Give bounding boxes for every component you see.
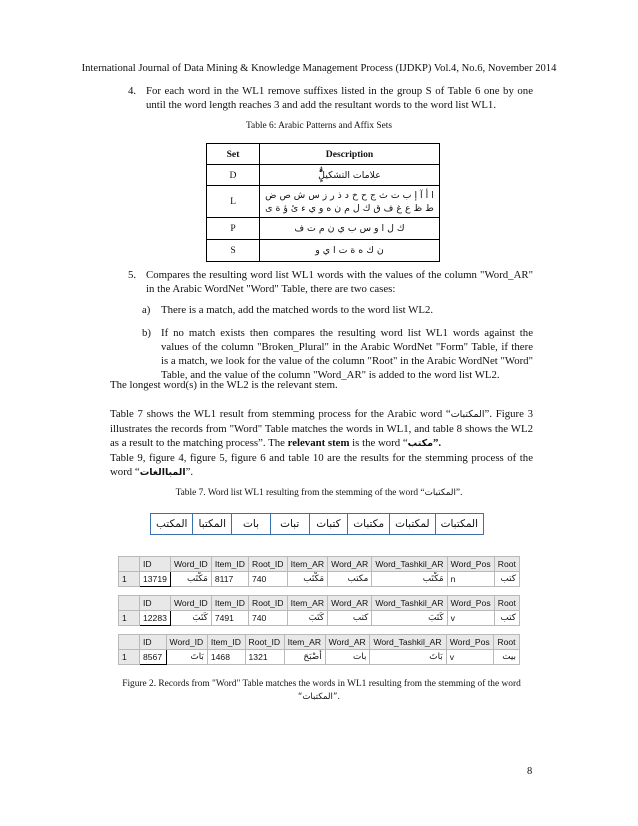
col-header-item-ar[interactable]: Item_AR: [287, 557, 328, 572]
cell-word-pos[interactable]: v: [447, 611, 494, 626]
row-number: 1: [119, 611, 140, 626]
wordlist-cell: مكتبات: [347, 514, 389, 534]
wordlist-cell: المكتبا: [192, 514, 231, 534]
col-header-word-pos[interactable]: Word_Pos: [446, 635, 494, 650]
col-header-word-ar[interactable]: Word_AR: [328, 557, 372, 572]
table6-header-set: Set: [207, 144, 260, 165]
paragraph-table7: [110, 407, 533, 451]
paragraph-text: ”.: [185, 466, 194, 478]
cell-item-id[interactable]: 8117: [211, 572, 248, 587]
arabic-word: المباالغات: [139, 467, 186, 478]
table6-row: [207, 218, 440, 240]
table6-set-cell: D: [207, 165, 260, 186]
arabic-word: المكتبات: [450, 409, 485, 420]
cell-word-id[interactable]: مَكْتَب: [170, 572, 211, 587]
row-number: 1: [119, 572, 140, 587]
col-header-id[interactable]: ID: [140, 635, 167, 650]
col-header-item-id[interactable]: Item_ID: [207, 635, 245, 650]
col-header-word-ar[interactable]: Word_AR: [325, 635, 370, 650]
cell-word-tashkil-ar[interactable]: مَكْتَب: [372, 572, 447, 587]
table-row[interactable]: [119, 611, 520, 626]
wordlist-cell: كتبات: [309, 514, 348, 534]
running-header: International Journal of Data Mining & Knowledge Management Process (IJDKP) Vol.4, No.6, November 2014: [81, 63, 557, 74]
paragraph-table9: [110, 451, 533, 480]
col-header-root-id[interactable]: Root_ID: [245, 635, 284, 650]
col-header-item-ar[interactable]: Item_AR: [284, 635, 325, 650]
step5a-label: a): [142, 304, 151, 316]
cell-id[interactable]: 12283: [140, 611, 171, 626]
cell-word-tashkil-ar[interactable]: كَتَبَ: [372, 611, 447, 626]
table7-wordlist: [150, 513, 484, 535]
cell-root[interactable]: كتب: [494, 611, 519, 626]
table-row[interactable]: [119, 650, 520, 665]
wordlist-cell: بات: [231, 514, 270, 534]
cell-root-id[interactable]: 1321: [245, 650, 284, 665]
records-grid-2: [118, 595, 520, 626]
cell-id[interactable]: 8567: [140, 650, 167, 665]
col-header-word-pos[interactable]: Word_Pos: [447, 596, 494, 611]
table6-desc-cell: علامات التشكيلٌٍَُِّْ: [260, 165, 440, 186]
figure2-caption-word: “المكتبات”.: [297, 692, 341, 702]
records-grid-3: [118, 634, 520, 665]
grid-header-row: [119, 596, 520, 611]
col-header-item-ar[interactable]: Item_AR: [287, 596, 328, 611]
wordlist-row: [150, 513, 484, 535]
step5-text: Compares the resulting word list WL1 words with the values of the column "Word_AR" in the Arabic WordNet "Word" Table, there are two cases:: [146, 269, 533, 295]
table6-row: [207, 240, 440, 262]
cell-item-id[interactable]: 1468: [207, 650, 245, 665]
table-row[interactable]: [119, 572, 520, 587]
col-header-word-pos[interactable]: Word_Pos: [447, 557, 494, 572]
cell-root[interactable]: كتب: [494, 572, 519, 587]
row-number-header: [119, 596, 140, 611]
step5b-text: If no match exists then compares the resulting word list WL1 words against the values of the column "Broken_Plural" in the Arabic WordNet "Form" Table, if there is a match, we look for the value of the column "Root" in the Arabic WordNet "Word" Table, and the value of the column "Word_AR" is added to the word list WL2.: [161, 327, 533, 381]
col-header-root-id[interactable]: Root_ID: [248, 596, 287, 611]
wordlist-cell: المكتبات: [435, 514, 483, 534]
paragraph-text: Table 9, figure 4, figure 5, figure 6 and table 10 are the results for the stemming process of the word “: [110, 452, 533, 478]
col-header-item-id[interactable]: Item_ID: [211, 596, 248, 611]
col-header-word-id[interactable]: Word_ID: [170, 596, 211, 611]
page-number: 8: [527, 766, 533, 777]
col-header-id[interactable]: ID: [140, 557, 171, 572]
table6-set-cell: P: [207, 218, 260, 240]
col-header-root[interactable]: Root: [494, 557, 519, 572]
cell-item-ar[interactable]: كَتَبَ: [287, 611, 328, 626]
wordlist-cell: لمكتبات: [389, 514, 435, 534]
records-grid-1: [118, 556, 520, 587]
cell-root-id[interactable]: 740: [248, 611, 287, 626]
table6-desc-cell: ك ل ا و س ب ي ن م ت ف: [260, 218, 440, 240]
table7-caption: [0, 488, 638, 498]
arabic-word: المكتبات: [424, 488, 456, 498]
table6-header-row: [207, 144, 440, 165]
cell-item-ar[interactable]: أَصْبَحَ: [284, 650, 325, 665]
caption-text: Table 7. Word list WL1 resulting from the stemming of the word “: [175, 488, 425, 498]
arabic-stem: مكتب: [407, 438, 433, 449]
step5-number: 5.: [128, 269, 137, 281]
col-header-word-tashkil-ar[interactable]: Word_Tashkil_AR: [370, 635, 446, 650]
col-header-root[interactable]: Root: [494, 635, 520, 650]
step4-text: For each word in the WL1 remove suffixes listed in the group S of Table 6 one by one until the word length reaches 3 and add the resultant words to the word list WL1.: [146, 85, 533, 111]
cell-word-ar[interactable]: مكتب: [328, 572, 372, 587]
cell-word-pos[interactable]: n: [447, 572, 494, 587]
table6-row: [207, 165, 440, 186]
row-number-header: [119, 635, 140, 650]
row-number: 1: [119, 650, 140, 665]
step5a-text: There is a match, add the matched words to the word list WL2.: [161, 304, 434, 316]
paragraph-text: ”.: [433, 437, 442, 449]
step4-number: 4.: [128, 85, 137, 97]
cell-word-pos[interactable]: v: [446, 650, 494, 665]
table6-set-cell: S: [207, 240, 260, 262]
cell-word-id[interactable]: كَتَبَ: [170, 611, 211, 626]
col-header-word-ar[interactable]: Word_AR: [328, 596, 372, 611]
col-header-word-tashkil-ar[interactable]: Word_Tashkil_AR: [372, 596, 447, 611]
cell-item-id[interactable]: 7491: [211, 611, 248, 626]
grid-header-row: [119, 635, 520, 650]
col-header-item-id[interactable]: Item_ID: [211, 557, 248, 572]
paragraph-longest-word: The longest word(s) in the WL2 is the relevant stem.: [110, 379, 338, 391]
col-header-word-tashkil-ar[interactable]: Word_Tashkil_AR: [372, 557, 447, 572]
cell-word-id[interactable]: بَاتَ: [166, 650, 207, 665]
table6-caption: Table 6: Arabic Patterns and Affix Sets: [245, 121, 392, 131]
paragraph-text: Table 7 shows the WL1 result from stemming process for the Arabic word “: [110, 408, 451, 420]
figure2-caption: Figure 2. Records from "Word" Table matches the words in WL1 resulting from the stemming of the word: [122, 679, 521, 689]
cell-item-ar[interactable]: مَكْتَب: [287, 572, 328, 587]
cell-id[interactable]: 13719: [140, 572, 171, 587]
table6-set-cell: L: [207, 186, 260, 218]
grid-header-row: [119, 557, 520, 572]
col-header-word-id[interactable]: Word_ID: [170, 557, 211, 572]
bold-term: relevant stem: [287, 437, 350, 449]
col-header-word-id[interactable]: Word_ID: [166, 635, 207, 650]
table6-header-description: Description: [260, 144, 440, 165]
wordlist-cell: تبات: [270, 514, 309, 534]
table6: [206, 143, 440, 262]
table6-desc-cell: ن ك ه ة ت ا ي و: [260, 240, 440, 262]
col-header-root-id[interactable]: Root_ID: [248, 557, 287, 572]
paragraph-text: is the word “: [349, 437, 408, 449]
cell-root[interactable]: بيت: [494, 650, 520, 665]
caption-text: ”.: [455, 488, 463, 498]
table6-desc-cell: ا أ آ إ ب ت ث ج ح خ د ذ ر ز س ش ص ض ط ظ ع غ ف ق ك ل م ن ه و ي ء ئ ؤ ة ى: [260, 186, 440, 218]
table6-row: [207, 186, 440, 218]
cell-word-tashkil-ar[interactable]: بَاتَ: [370, 650, 446, 665]
paragraph-text: ”. Figure 3 illustrates the records from "Word" Table matches the words in WL1, and table 8 shows the WL2 as a result to the matching process”. The: [110, 408, 533, 449]
cell-word-ar[interactable]: كتب: [328, 611, 372, 626]
row-number-header: [119, 557, 140, 572]
cell-word-ar[interactable]: بات: [325, 650, 370, 665]
wordlist-cell: المكتب: [155, 518, 188, 530]
col-header-id[interactable]: ID: [140, 596, 171, 611]
cell-root-id[interactable]: 740: [248, 572, 287, 587]
col-header-root[interactable]: Root: [494, 596, 519, 611]
step5b-label: b): [142, 327, 151, 339]
